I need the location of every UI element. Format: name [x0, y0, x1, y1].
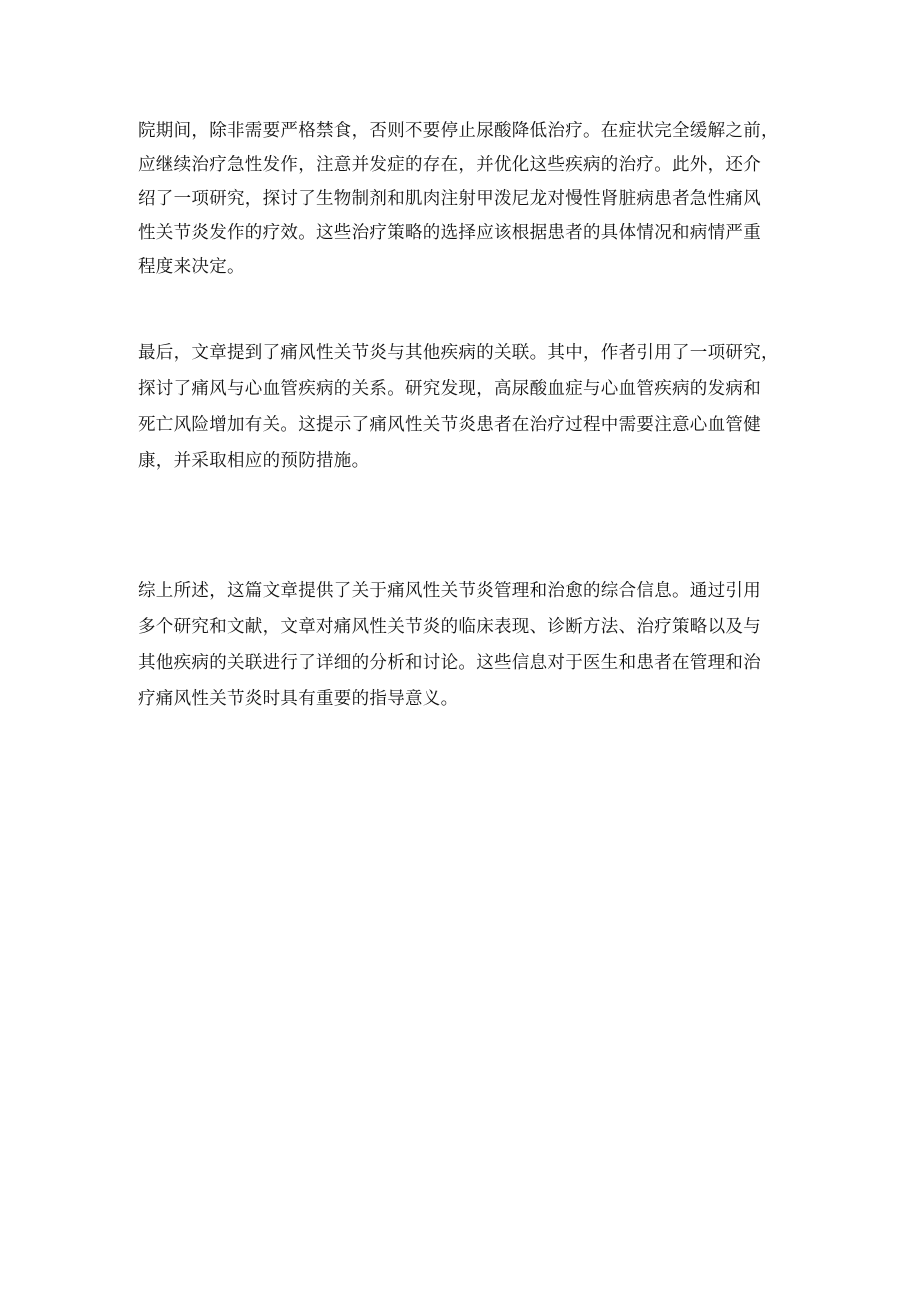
paragraph-line: 院期间，除非需要严格禁食，否则不要停止尿酸降低治疗。在症状完全缓解之前， [138, 121, 779, 141]
paragraph-line: 其他疾病的关联进行了详细的分析和讨论。这些信息对于医生和患者在管理和治 [138, 653, 761, 673]
paragraph-line: 应继续治疗急性发作，注意并发症的存在，并优化这些疾病的治疗。此外，还介 [138, 155, 761, 175]
paragraph-line: 死亡风险增加有关。这提示了痛风性关节炎患者在治疗过程中需要注意心血管健 [138, 415, 761, 435]
paragraph-line: 性关节炎发作的疗效。这些治疗策略的选择应该根据患者的具体情况和病情严重 [138, 223, 761, 243]
paragraph-summary [138, 573, 798, 717]
paragraph-line: 程度来决定。 [138, 257, 245, 277]
paragraph-line: 最后，文章提到了痛风性关节炎与其他疾病的关联。其中，作者引用了一项研究， [138, 343, 779, 363]
paragraph-line: 综上所述，这篇文章提供了关于痛风性关节炎管理和治愈的综合信息。通过引用 [138, 581, 761, 601]
paragraph-line: 绍了一项研究，探讨了生物制剂和肌肉注射甲泼尼龙对慢性肾脏病患者急性痛风 [138, 189, 761, 209]
paragraph-disease-associations [138, 335, 798, 479]
paragraph-line: 探讨了痛风与心血管疾病的关系。研究发现，高尿酸血症与心血管疾病的发病和 [138, 379, 761, 399]
paragraph-treatment-strategies [138, 114, 798, 284]
paragraph-line: 多个研究和文献，文章对痛风性关节炎的临床表现、诊断方法、治疗策略以及与 [138, 617, 761, 637]
paragraph-line: 疗痛风性关节炎时具有重要的指导意义。 [138, 689, 459, 709]
paragraph-line: 康，并采取相应的预防措施。 [138, 451, 370, 471]
